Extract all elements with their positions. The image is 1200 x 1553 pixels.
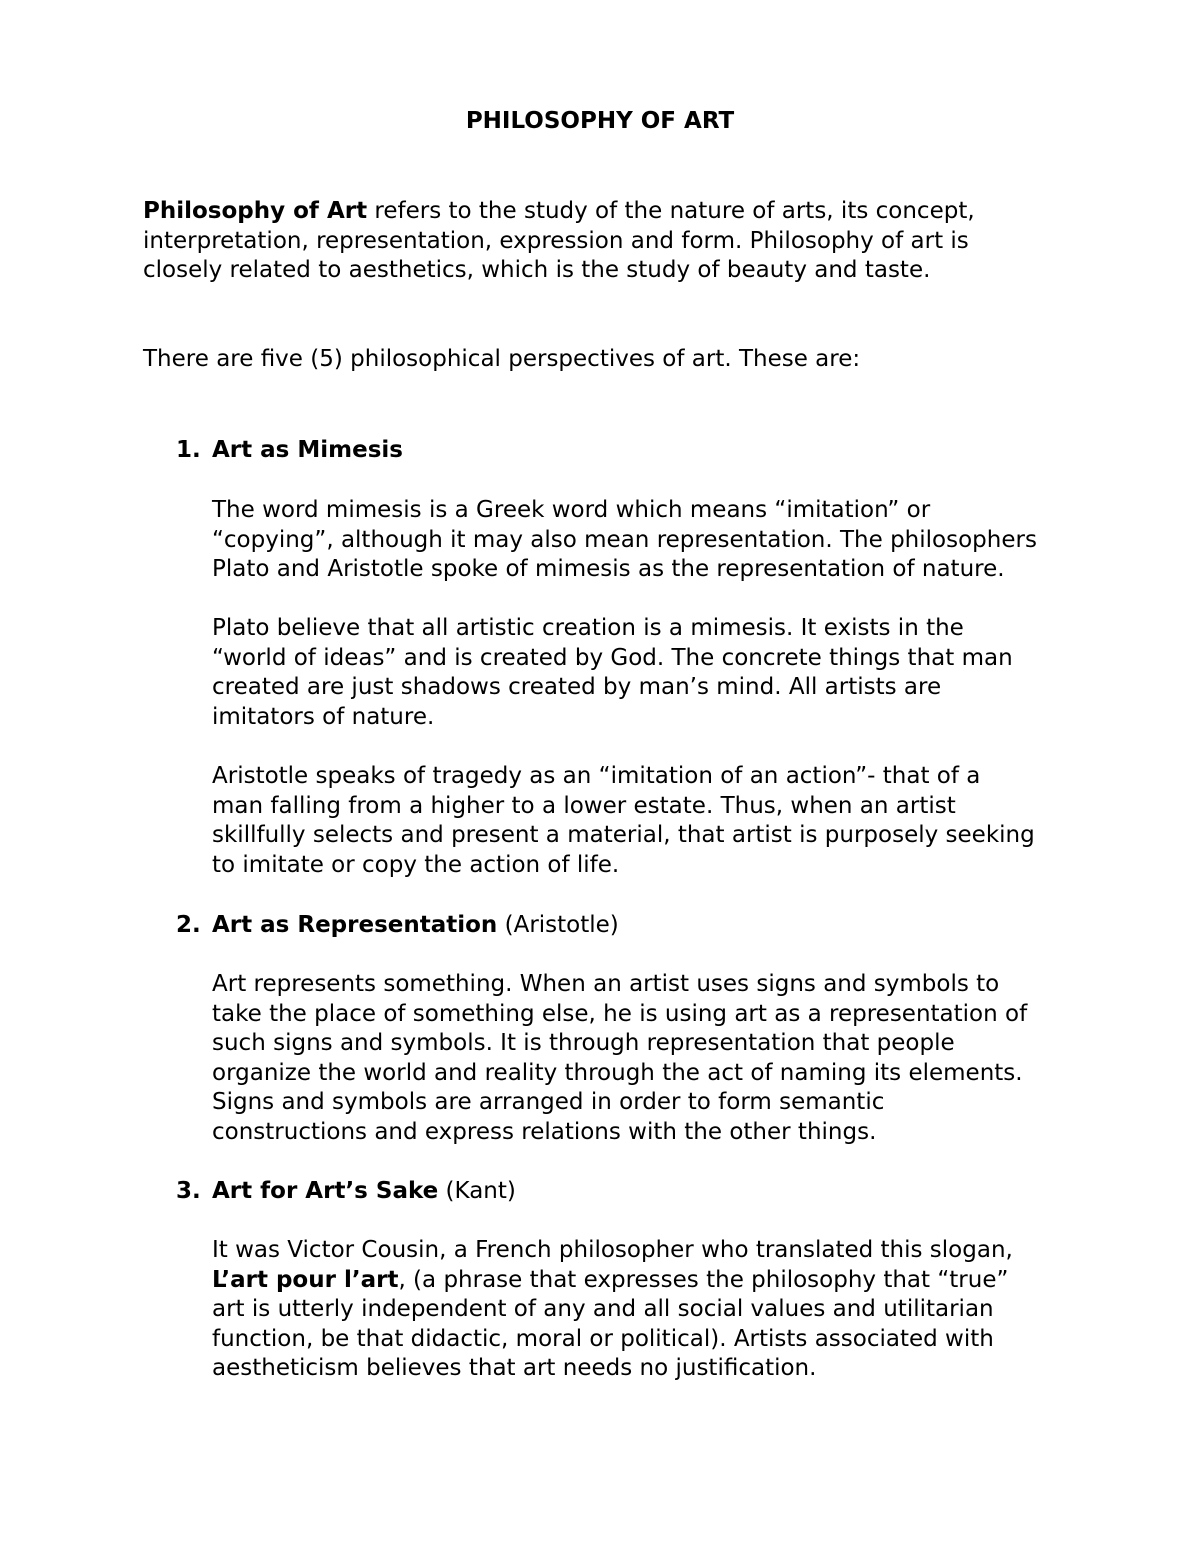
- intro-term: Philosophy of Art: [143, 198, 368, 224]
- section-2-paragraph-1: [212, 970, 1072, 1147]
- text-line: art is utterly independent of any and all social values and utilitarian: [212, 1296, 994, 1322]
- text-line: Art represents something. When an artist uses signs and symbols to: [212, 971, 1000, 997]
- text-line-rest: , (a phrase that expresses the philosophy that “true”: [398, 1266, 1009, 1293]
- section-1-number: 1.: [176, 437, 201, 463]
- text-line: [212, 1266, 1072, 1296]
- section-2-heading: [176, 911, 619, 941]
- text-line: aestheticism believes that art needs no justification.: [212, 1355, 817, 1381]
- section-2-attribution: (Aristotle): [497, 912, 619, 938]
- section-3-title: Art for Art’s Sake: [212, 1178, 439, 1204]
- text-line: “world of ideas” and is created by God. The concrete things that man: [212, 644, 1013, 671]
- document-title: PHILOSOPHY OF ART: [465, 108, 735, 134]
- section-1-paragraph-1: [212, 496, 1072, 585]
- section-3-paragraph-1: [212, 1236, 1072, 1384]
- intro-line-1: [143, 197, 1043, 227]
- text-line: constructions and express relations with the other things.: [212, 1118, 877, 1145]
- text-line: skillfully selects and present a material, that artist is purposely seeking: [212, 822, 1035, 848]
- section-1-title: Art as Mimesis: [212, 437, 403, 463]
- intro-line-3: closely related to aesthetics, which is the study of beauty and taste.: [143, 257, 931, 283]
- section-3-number: 3.: [176, 1178, 201, 1204]
- text-line: It was Victor Cousin, a French philosopher who translated this slogan,: [212, 1237, 1013, 1263]
- text-line: imitators of nature.: [212, 703, 435, 730]
- text-line: take the place of something else, he is using art as a representation of: [212, 1000, 1028, 1027]
- text-line: Aristotle speaks of tragedy as an “imitation of an action”- that of a: [212, 763, 981, 789]
- text-line: function, be that didactic, moral or political). Artists associated with: [212, 1325, 994, 1352]
- text-line: Plato believe that all artistic creation is a mimesis. It exists in the: [212, 615, 964, 641]
- section-1-heading: [176, 436, 403, 466]
- section-1-paragraph-2: [212, 614, 1072, 732]
- section-3-attribution: (Kant): [438, 1178, 516, 1204]
- text-line: to imitate or copy the action of life.: [212, 851, 620, 878]
- intro-line-1-rest: refers to the study of the nature of arts, its concept,: [367, 198, 975, 224]
- section-3-heading: [176, 1177, 516, 1207]
- text-line: The word mimesis is a Greek word which means “imitation” or: [212, 497, 931, 523]
- perspectives-intro: There are five (5) philosophical perspectives of art. These are:: [143, 346, 861, 372]
- intro-paragraph: [143, 197, 1043, 286]
- text-line: organize the world and reality through the act of naming its elements.: [212, 1059, 1023, 1086]
- section-1-paragraph-3: [212, 762, 1072, 880]
- section-2-title: Art as Representation: [212, 912, 498, 938]
- text-line: such signs and symbols. It is through representation that people: [212, 1030, 955, 1056]
- text-line: “copying”, although it may also mean representation. The philosophers: [212, 526, 1037, 553]
- slogan-text: L’art pour l’art: [212, 1266, 399, 1293]
- intro-line-2: interpretation, representation, expression and form. Philosophy of art is: [143, 227, 969, 254]
- text-line: Signs and symbols are arranged in order to form semantic: [212, 1089, 885, 1115]
- text-line: created are just shadows created by man’s mind. All artists are: [212, 674, 942, 700]
- text-line: man falling from a higher to a lower estate. Thus, when an artist: [212, 792, 956, 819]
- section-2-number: 2.: [176, 912, 201, 938]
- text-line: Plato and Aristotle spoke of mimesis as the representation of nature.: [212, 556, 1005, 582]
